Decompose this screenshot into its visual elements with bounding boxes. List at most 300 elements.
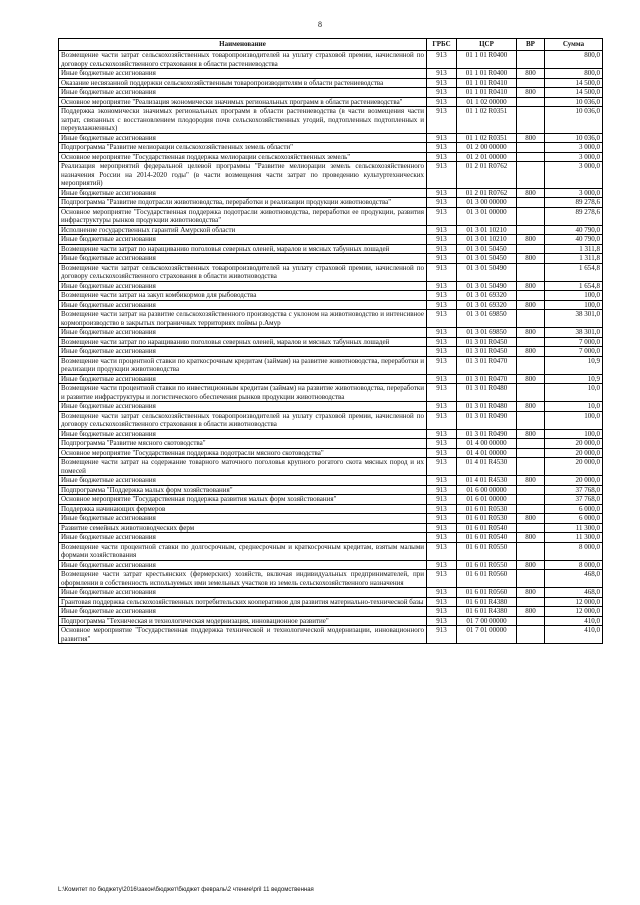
cell-csr: 01 7 00 00000 [457, 616, 517, 626]
cell-name: Возмещение части затрат на содержание товарного маточного поголовья крупного рогатого скота мясных пород и их помесей [59, 458, 427, 476]
cell-name: Иные бюджетные ассигнования [59, 588, 427, 598]
cell-grbs: 913 [427, 374, 457, 384]
cell-vr [517, 626, 545, 644]
cell-csr: 01 1 01 R0400 [457, 51, 517, 69]
table-row [59, 485, 603, 495]
cell-name: Иные бюджетные ассигнования [59, 514, 427, 524]
cell-name: Иные бюджетные ассигнования [59, 188, 427, 198]
cell-name: Развитие семейных животноводческих ферм [59, 523, 427, 533]
cell-grbs: 913 [427, 69, 457, 79]
cell-sum: 8 000,0 [545, 542, 603, 560]
table-row [59, 402, 603, 412]
cell-csr: 01 6 00 00000 [457, 485, 517, 495]
cell-grbs: 913 [427, 291, 457, 301]
cell-sum: 100,0 [545, 291, 603, 301]
table-row [59, 328, 603, 338]
cell-csr: 01 4 01 R4530 [457, 458, 517, 476]
cell-sum: 1 654,8 [545, 281, 603, 291]
table-row [59, 107, 603, 134]
cell-sum: 1 311,8 [545, 244, 603, 254]
cell-grbs: 913 [427, 429, 457, 439]
cell-grbs: 913 [427, 97, 457, 107]
table-row [59, 188, 603, 198]
cell-vr: 800 [517, 560, 545, 570]
cell-vr: 800 [517, 429, 545, 439]
cell-sum: 10,9 [545, 356, 603, 374]
table-row [59, 310, 603, 328]
cell-sum: 1 654,8 [545, 263, 603, 281]
cell-name: Иные бюджетные ассигнования [59, 235, 427, 245]
header-csr: ЦСР [457, 39, 517, 51]
cell-vr [517, 207, 545, 225]
cell-sum: 1 311,8 [545, 254, 603, 264]
cell-csr: 01 3 01 R0480 [457, 384, 517, 402]
cell-csr: 01 3 01 69850 [457, 310, 517, 328]
cell-vr [517, 310, 545, 328]
cell-grbs: 913 [427, 198, 457, 208]
cell-vr: 800 [517, 533, 545, 543]
cell-csr: 01 6 01 R0540 [457, 533, 517, 543]
cell-vr [517, 107, 545, 134]
cell-grbs: 913 [427, 476, 457, 486]
cell-sum: 8 000,0 [545, 560, 603, 570]
table-row [59, 374, 603, 384]
cell-vr [517, 51, 545, 69]
cell-sum: 800,0 [545, 69, 603, 79]
header-vr: ВР [517, 39, 545, 51]
table-row [59, 244, 603, 254]
cell-csr: 01 1 02 R0351 [457, 107, 517, 134]
cell-grbs: 913 [427, 152, 457, 162]
table-row [59, 88, 603, 98]
cell-grbs: 913 [427, 263, 457, 281]
cell-name: Иные бюджетные ассигнования [59, 374, 427, 384]
cell-sum: 10 036,0 [545, 97, 603, 107]
cell-grbs: 913 [427, 448, 457, 458]
cell-sum: 38 301,0 [545, 328, 603, 338]
cell-name: Реализация мероприятий федеральной целевой программы "Развитие мелиорации земель сельскохозяйственного назначения России на 2014-2020 годы" (в части возмещения части затрат по проведению культуртехнических мероприятий) [59, 162, 427, 189]
cell-csr: 01 3 01 R0450 [457, 347, 517, 357]
cell-sum: 468,0 [545, 570, 603, 588]
cell-vr: 800 [517, 69, 545, 79]
cell-sum: 3 000,0 [545, 162, 603, 189]
cell-sum: 10,0 [545, 402, 603, 412]
cell-csr: 01 7 01 00000 [457, 626, 517, 644]
table-row [59, 560, 603, 570]
cell-csr: 01 3 01 10210 [457, 225, 517, 235]
cell-csr: 01 4 01 R4530 [457, 476, 517, 486]
cell-grbs: 913 [427, 384, 457, 402]
cell-sum: 6 000,0 [545, 504, 603, 514]
cell-grbs: 913 [427, 495, 457, 505]
cell-vr [517, 542, 545, 560]
cell-csr: 01 3 01 50450 [457, 254, 517, 264]
cell-vr: 800 [517, 188, 545, 198]
table-row [59, 263, 603, 281]
table-header-row [59, 39, 603, 51]
table-row [59, 152, 603, 162]
cell-name: Поддержка начинающих фермеров [59, 504, 427, 514]
cell-grbs: 913 [427, 188, 457, 198]
cell-name: Исполнение государственных гарантий Амурской области [59, 225, 427, 235]
table-row [59, 588, 603, 598]
cell-grbs: 913 [427, 328, 457, 338]
cell-grbs: 913 [427, 588, 457, 598]
cell-csr: 01 3 00 00000 [457, 198, 517, 208]
table-row [59, 300, 603, 310]
cell-vr: 800 [517, 133, 545, 143]
cell-sum: 14 500,0 [545, 88, 603, 98]
cell-sum: 37 768,0 [545, 495, 603, 505]
cell-name: Подпрограмма "Развитие мелиорации сельскохозяйственных земель области" [59, 143, 427, 153]
cell-name: Основное мероприятие "Государственная поддержка подотрасли животноводства, переработки ее продукции, развития инфраструктуры рынков продукции животноводства" [59, 207, 427, 225]
cell-grbs: 913 [427, 439, 457, 449]
cell-sum: 10,0 [545, 384, 603, 402]
cell-name: Подпрограмма "Техническая и технологическая модернизация, инновационное развитие" [59, 616, 427, 626]
table-row [59, 458, 603, 476]
cell-name: Поддержка экономически значимых региональных программ в области растениеводства (в части возмещения части затрат, связанных с восстановлением плодородия почв сельскохозяйственных угодий, подтопленных подтопленных и переувлажненных) [59, 107, 427, 134]
cell-name: Иные бюджетные ассигнования [59, 254, 427, 264]
cell-vr [517, 225, 545, 235]
cell-sum: 3 000,0 [545, 143, 603, 153]
cell-sum: 6 000,0 [545, 514, 603, 524]
cell-name: Иные бюджетные ассигнования [59, 402, 427, 412]
cell-grbs: 913 [427, 225, 457, 235]
cell-csr: 01 3 01 R0470 [457, 356, 517, 374]
cell-csr: 01 6 01 R0530 [457, 504, 517, 514]
cell-vr [517, 143, 545, 153]
table-body [59, 51, 603, 644]
cell-csr: 01 6 01 R0540 [457, 523, 517, 533]
cell-name: Возмещение части затрат крестьянских (фермерских) хозяйств, включая индивидуальных предпринимателей, при оформлении в собственность используемых ими земельных участков из земель сельскохозяйственного назначения [59, 570, 427, 588]
cell-vr: 800 [517, 514, 545, 524]
cell-csr: 01 3 01 R0470 [457, 374, 517, 384]
cell-vr [517, 495, 545, 505]
table-row [59, 225, 603, 235]
cell-grbs: 913 [427, 51, 457, 69]
cell-grbs: 913 [427, 337, 457, 347]
cell-vr [517, 504, 545, 514]
cell-csr: 01 3 01 R0480 [457, 402, 517, 412]
cell-csr: 01 2 01 R0762 [457, 162, 517, 189]
cell-grbs: 913 [427, 626, 457, 644]
table-row [59, 495, 603, 505]
cell-sum: 20 000,0 [545, 458, 603, 476]
table-row [59, 198, 603, 208]
cell-csr: 01 4 00 00000 [457, 439, 517, 449]
cell-name: Основное мероприятие "Государственная поддержка технической и технологической модернизации, инновационного развития" [59, 626, 427, 644]
cell-sum: 7 000,0 [545, 337, 603, 347]
cell-name: Иные бюджетные ассигнования [59, 560, 427, 570]
cell-grbs: 913 [427, 356, 457, 374]
table-row [59, 207, 603, 225]
cell-grbs: 913 [427, 533, 457, 543]
table-row [59, 514, 603, 524]
cell-sum: 410,0 [545, 616, 603, 626]
cell-vr [517, 448, 545, 458]
cell-sum: 38 301,0 [545, 310, 603, 328]
cell-vr [517, 337, 545, 347]
cell-csr: 01 3 01 69320 [457, 300, 517, 310]
cell-csr: 01 3 01 10210 [457, 235, 517, 245]
cell-vr [517, 78, 545, 88]
cell-vr [517, 244, 545, 254]
table-row [59, 143, 603, 153]
cell-sum: 89 278,6 [545, 207, 603, 225]
cell-name: Оказание несвязанной поддержки сельскохозяйственным товаропроизводителям в области растениеводства [59, 78, 427, 88]
table-row [59, 533, 603, 543]
cell-csr: 01 2 01 R0762 [457, 188, 517, 198]
cell-sum: 37 768,0 [545, 485, 603, 495]
cell-grbs: 913 [427, 107, 457, 134]
cell-name: Возмещение части процентной ставки по краткосрочным кредитам (займам) на развитие животноводства, переработки и реализации продукции животноводства [59, 356, 427, 374]
cell-csr: 01 3 01 50490 [457, 263, 517, 281]
cell-csr: 01 6 01 00000 [457, 495, 517, 505]
cell-grbs: 913 [427, 411, 457, 429]
cell-sum: 12 000,0 [545, 597, 603, 607]
cell-sum: 11 300,0 [545, 523, 603, 533]
cell-sum: 10 036,0 [545, 107, 603, 134]
table-row [59, 429, 603, 439]
cell-csr: 01 1 02 00000 [457, 97, 517, 107]
table-row [59, 337, 603, 347]
cell-vr [517, 198, 545, 208]
table-row [59, 356, 603, 374]
cell-grbs: 913 [427, 133, 457, 143]
table-row [59, 597, 603, 607]
table-row [59, 448, 603, 458]
cell-name: Иные бюджетные ассигнования [59, 69, 427, 79]
cell-vr [517, 439, 545, 449]
cell-vr [517, 570, 545, 588]
cell-name: Возмещение части затрат на закуп комбикормов для рыбоводства [59, 291, 427, 301]
cell-name: Возмещение части затрат на развитие сельскохозяйственного производства с уклоном на животноводство и интенсивное кормопроизводство в закрытых пограничных территориях поймы р.Амур [59, 310, 427, 328]
cell-name: Иные бюджетные ассигнования [59, 281, 427, 291]
cell-sum: 10,9 [545, 374, 603, 384]
cell-sum: 20 000,0 [545, 448, 603, 458]
cell-grbs: 913 [427, 402, 457, 412]
cell-csr: 01 3 01 R0490 [457, 411, 517, 429]
table-row [59, 51, 603, 69]
cell-vr: 800 [517, 88, 545, 98]
table-row [59, 69, 603, 79]
cell-sum: 100,0 [545, 429, 603, 439]
cell-grbs: 913 [427, 347, 457, 357]
cell-name: Возмещение части затрат сельскохозяйственных товаропроизводителей на уплату страховой премии, начисленной по договору сельскохозяйственного страхования в области животноводства [59, 263, 427, 281]
cell-sum: 100,0 [545, 411, 603, 429]
cell-grbs: 913 [427, 162, 457, 189]
cell-vr [517, 616, 545, 626]
cell-name: Основное мероприятие "Государственная поддержка подотрасли мясного скотоводства" [59, 448, 427, 458]
table-row [59, 439, 603, 449]
cell-grbs: 913 [427, 78, 457, 88]
cell-name: Иные бюджетные ассигнования [59, 607, 427, 617]
cell-name: Иные бюджетные ассигнования [59, 476, 427, 486]
cell-vr [517, 411, 545, 429]
cell-grbs: 913 [427, 485, 457, 495]
cell-csr: 01 3 01 50450 [457, 244, 517, 254]
cell-vr: 800 [517, 254, 545, 264]
cell-name: Грантовая поддержка сельскохозяйственных потребительских кооперативов для развития материально-технической базы [59, 597, 427, 607]
cell-grbs: 913 [427, 616, 457, 626]
table-row [59, 616, 603, 626]
cell-name: Иные бюджетные ассигнования [59, 88, 427, 98]
cell-name: Основное мероприятие "Государственная поддержка мелиорации сельскохозяйственных земель" [59, 152, 427, 162]
cell-grbs: 913 [427, 514, 457, 524]
cell-name: Основное мероприятие "Реализация экономически значимых региональных программ в области растениеводства" [59, 97, 427, 107]
budget-table [58, 38, 603, 644]
table-row [59, 235, 603, 245]
header-sum: Сумма [545, 39, 603, 51]
cell-csr: 01 4 01 00000 [457, 448, 517, 458]
cell-sum: 410,0 [545, 626, 603, 644]
cell-csr: 01 3 01 69320 [457, 291, 517, 301]
cell-sum: 12 000,0 [545, 607, 603, 617]
cell-grbs: 913 [427, 310, 457, 328]
cell-vr: 800 [517, 476, 545, 486]
cell-name: Иные бюджетные ассигнования [59, 133, 427, 143]
cell-csr: 01 6 01 R0530 [457, 514, 517, 524]
cell-sum: 40 790,0 [545, 235, 603, 245]
cell-sum: 14 500,0 [545, 78, 603, 88]
cell-vr [517, 162, 545, 189]
cell-grbs: 913 [427, 207, 457, 225]
cell-vr [517, 458, 545, 476]
cell-sum: 7 000,0 [545, 347, 603, 357]
table-row [59, 411, 603, 429]
table-row [59, 504, 603, 514]
cell-sum: 20 000,0 [545, 439, 603, 449]
table-row [59, 570, 603, 588]
cell-name: Основное мероприятие "Государственная поддержка развития малых форм хозяйствования" [59, 495, 427, 505]
cell-csr: 01 2 01 00000 [457, 152, 517, 162]
cell-name: Возмещение части затрат сельскохозяйственных товаропроизводителей на уплату страховой премии, начисленной по договору сельскохозяйственного страхования в области растениеводства [59, 51, 427, 69]
cell-csr: 01 1 01 R0410 [457, 88, 517, 98]
cell-sum: 3 000,0 [545, 152, 603, 162]
cell-vr: 800 [517, 347, 545, 357]
table-row [59, 476, 603, 486]
table-row [59, 384, 603, 402]
cell-grbs: 913 [427, 300, 457, 310]
cell-csr: 01 6 01 R0550 [457, 542, 517, 560]
table-row [59, 281, 603, 291]
cell-vr [517, 152, 545, 162]
header-grbs: ГРБС [427, 39, 457, 51]
cell-name: Иные бюджетные ассигнования [59, 300, 427, 310]
cell-csr: 01 6 01 R0560 [457, 588, 517, 598]
cell-csr: 01 3 01 50490 [457, 281, 517, 291]
cell-csr: 01 3 01 R0450 [457, 337, 517, 347]
cell-grbs: 913 [427, 244, 457, 254]
cell-csr: 01 3 01 69850 [457, 328, 517, 338]
cell-grbs: 913 [427, 542, 457, 560]
cell-grbs: 913 [427, 607, 457, 617]
cell-grbs: 913 [427, 523, 457, 533]
cell-csr: 01 2 00 00000 [457, 143, 517, 153]
cell-vr [517, 485, 545, 495]
cell-sum: 468,0 [545, 588, 603, 598]
cell-grbs: 913 [427, 570, 457, 588]
cell-csr: 01 6 01 R4380 [457, 597, 517, 607]
cell-sum: 10 036,0 [545, 133, 603, 143]
cell-csr: 01 3 01 R0490 [457, 429, 517, 439]
table-row [59, 78, 603, 88]
cell-csr: 01 1 01 R0410 [457, 78, 517, 88]
cell-csr: 01 6 01 R0550 [457, 560, 517, 570]
cell-vr: 800 [517, 235, 545, 245]
table-row [59, 626, 603, 644]
cell-grbs: 913 [427, 560, 457, 570]
cell-name: Иные бюджетные ассигнования [59, 533, 427, 543]
cell-sum: 89 278,6 [545, 198, 603, 208]
cell-name: Иные бюджетные ассигнования [59, 429, 427, 439]
cell-vr [517, 356, 545, 374]
cell-vr [517, 384, 545, 402]
cell-csr: 01 3 01 00000 [457, 207, 517, 225]
cell-csr: 01 1 01 R0400 [457, 69, 517, 79]
cell-grbs: 913 [427, 235, 457, 245]
cell-grbs: 913 [427, 458, 457, 476]
cell-vr: 800 [517, 300, 545, 310]
cell-vr: 800 [517, 328, 545, 338]
cell-grbs: 913 [427, 597, 457, 607]
cell-csr: 01 1 02 R0351 [457, 133, 517, 143]
cell-name: Возмещение части затрат по наращиванию поголовья северных оленей, маралов и мясных табунных лошадей [59, 244, 427, 254]
cell-grbs: 913 [427, 254, 457, 264]
cell-grbs: 913 [427, 504, 457, 514]
cell-name: Подпрограмма "Поддержка малых форм хозяйствования" [59, 485, 427, 495]
cell-grbs: 913 [427, 143, 457, 153]
cell-name: Подпрограмма "Развитие мясного скотоводства" [59, 439, 427, 449]
page-number: 8 [318, 20, 322, 29]
table-row [59, 523, 603, 533]
cell-grbs: 913 [427, 88, 457, 98]
cell-csr: 01 6 01 R0560 [457, 570, 517, 588]
cell-vr [517, 97, 545, 107]
cell-name: Возмещение части процентной ставки по инвестиционным кредитам (займам) на развитие животноводства, переработки и развитие инфраструктуры и логистического обеспечения рынков продукции животноводства [59, 384, 427, 402]
cell-vr: 800 [517, 374, 545, 384]
cell-vr [517, 523, 545, 533]
cell-csr: 01 6 01 R4380 [457, 607, 517, 617]
cell-name: Возмещение части процентной ставки по долгосрочным, среднесрочным и краткосрочным кредитам, взятым малыми формами хозяйствования [59, 542, 427, 560]
table-row [59, 133, 603, 143]
cell-name: Иные бюджетные ассигнования [59, 328, 427, 338]
cell-name: Возмещение части затрат по наращиванию поголовья северных оленей, маралов и мясных табунных лошадей [59, 337, 427, 347]
table-row [59, 97, 603, 107]
table-row [59, 347, 603, 357]
cell-sum: 3 000,0 [545, 188, 603, 198]
table-row [59, 291, 603, 301]
cell-grbs: 913 [427, 281, 457, 291]
cell-name: Подпрограмма "Развитие подотрасли животноводства, переработки и реализации продукции животноводства" [59, 198, 427, 208]
cell-vr [517, 263, 545, 281]
file-path-footer: L:\Комитет по бюджету\2016\закон\бюджет\бюджет февраль\2 чтение\pril 11 ведомственная [58, 887, 314, 893]
cell-name: Иные бюджетные ассигнования [59, 347, 427, 357]
cell-sum: 20 000,0 [545, 476, 603, 486]
table-row [59, 162, 603, 189]
cell-sum: 800,0 [545, 51, 603, 69]
cell-sum: 100,0 [545, 300, 603, 310]
cell-vr: 800 [517, 607, 545, 617]
table-row [59, 607, 603, 617]
cell-name: Возмещение части затрат сельскохозяйственных товаропроизводителей на уплату страховой премии, начисленной по договору сельскохозяйственного страхования в области животноводства [59, 411, 427, 429]
table-row [59, 542, 603, 560]
cell-vr [517, 291, 545, 301]
cell-sum: 11 300,0 [545, 533, 603, 543]
cell-vr: 800 [517, 588, 545, 598]
cell-vr: 800 [517, 402, 545, 412]
table-row [59, 254, 603, 264]
